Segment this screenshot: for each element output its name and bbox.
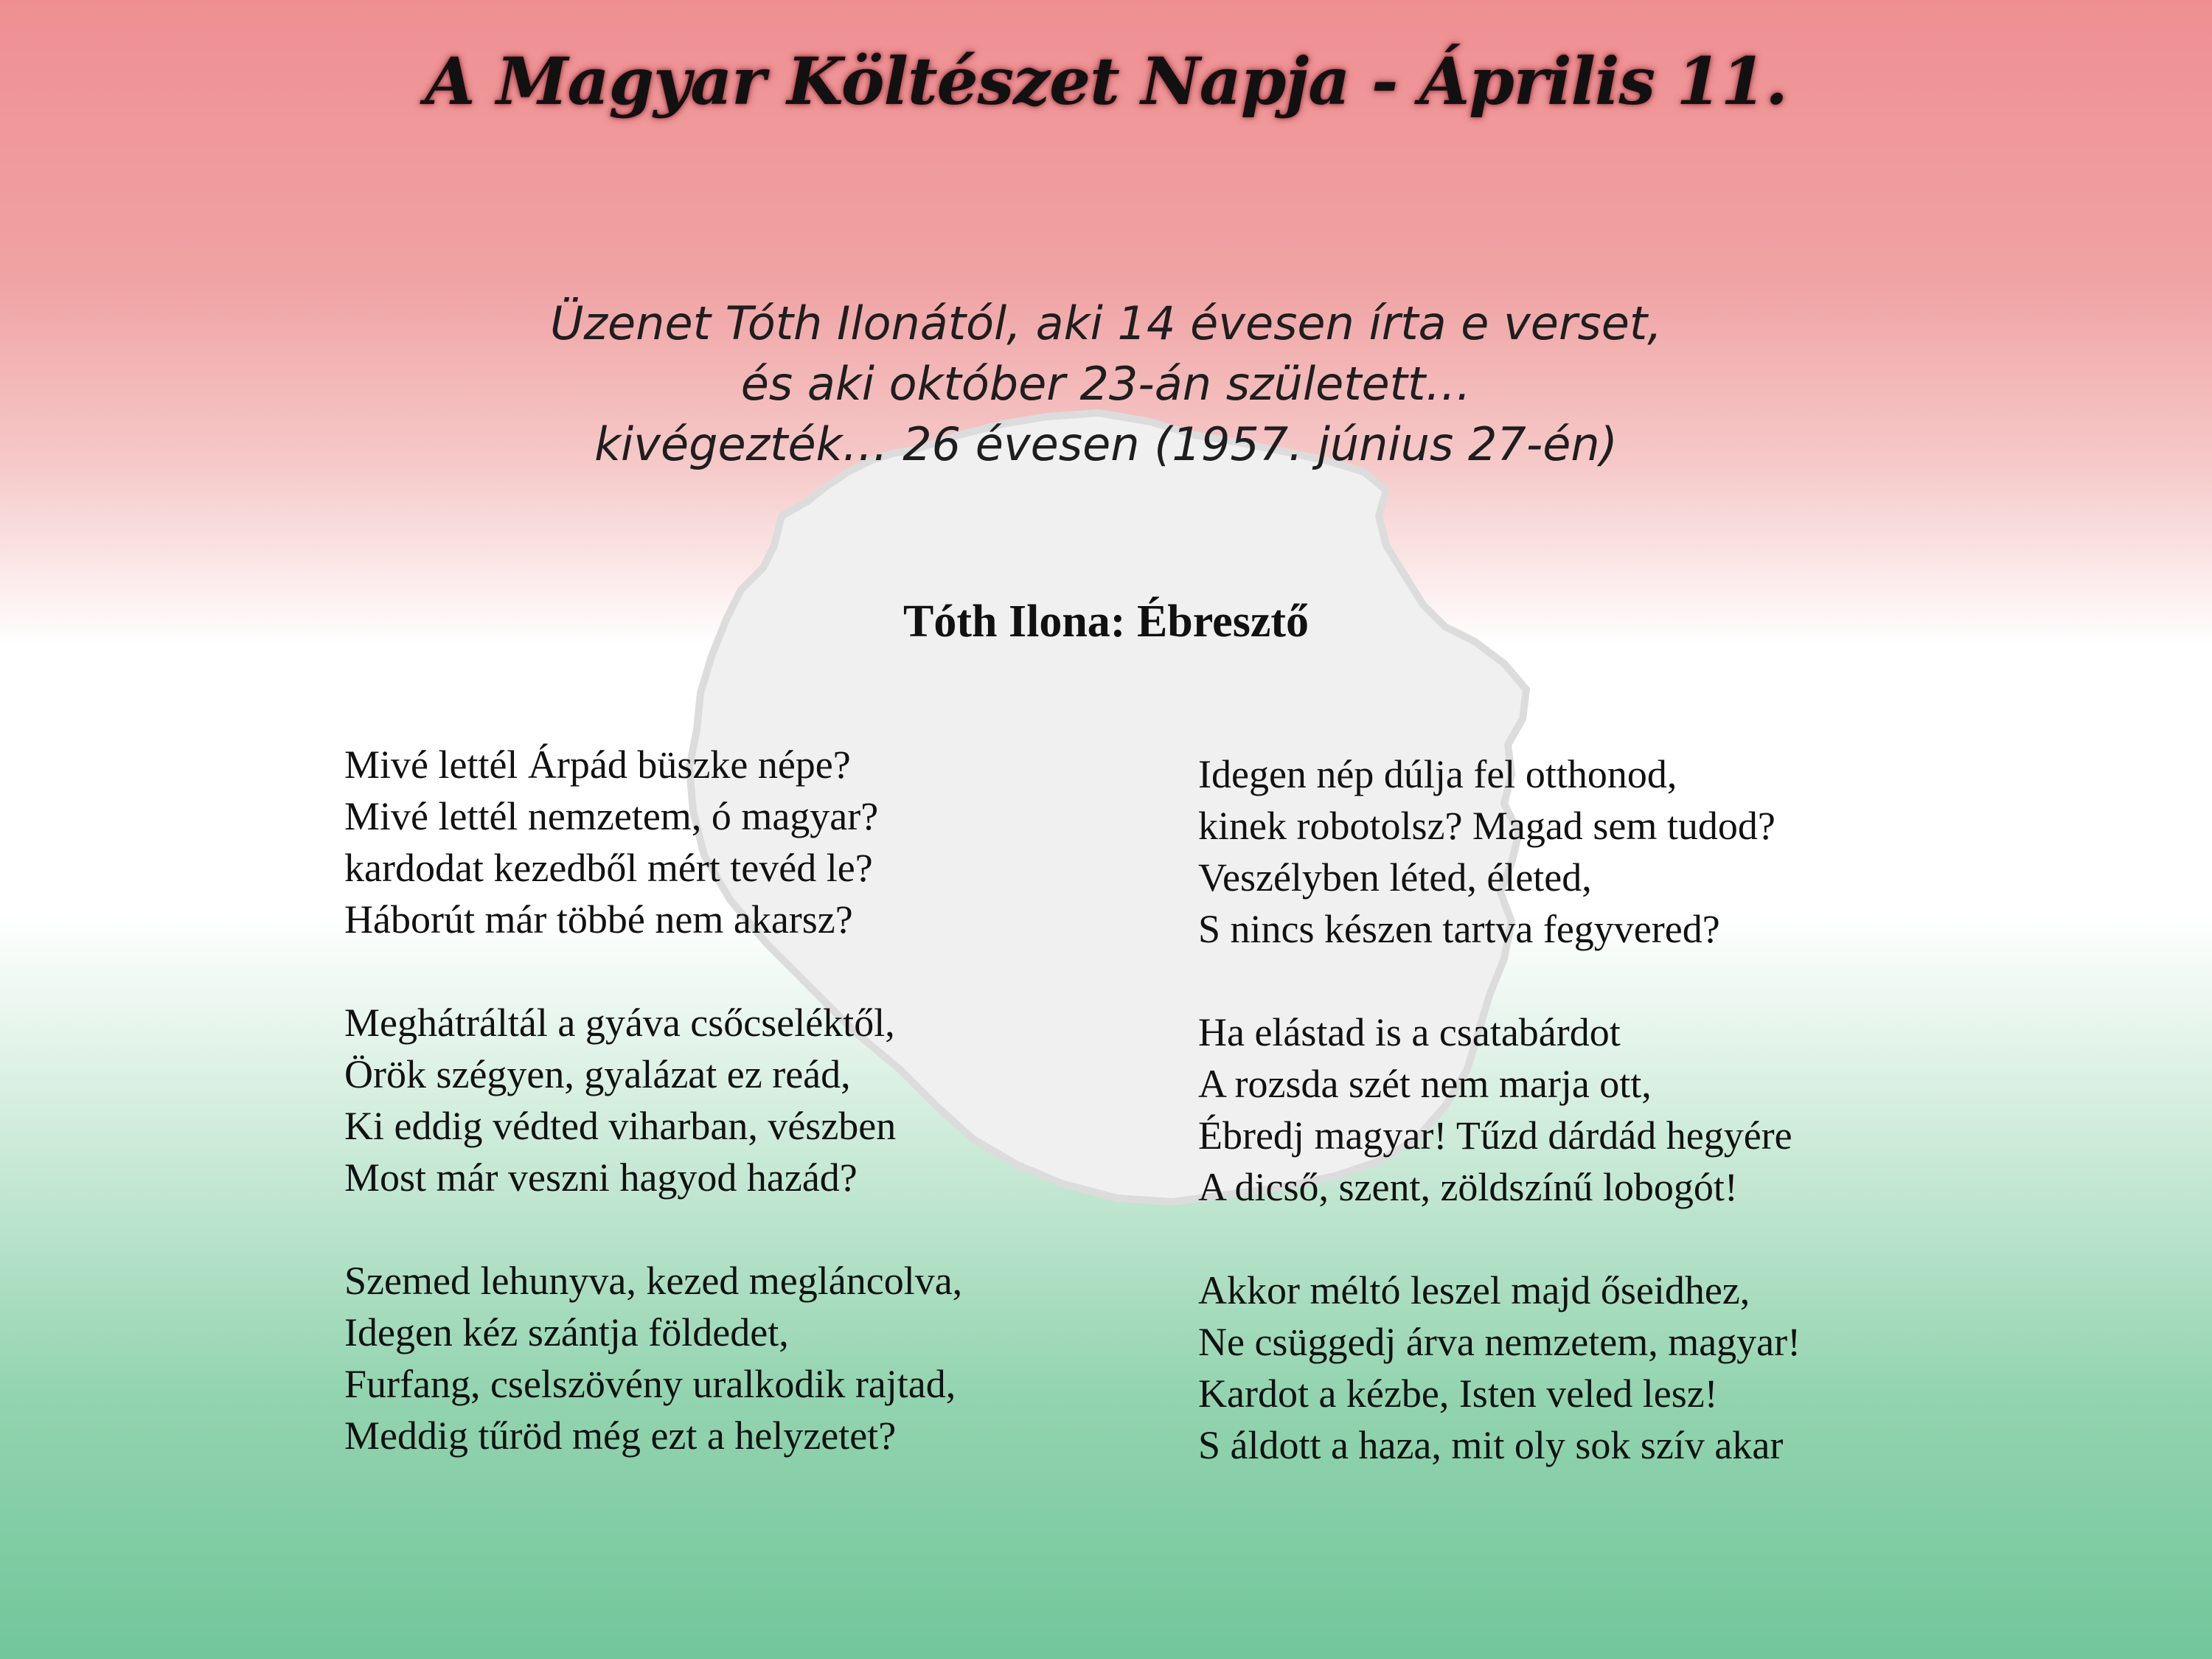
poem-line: kinek robotolsz? Magad sem tudod? (1198, 804, 1775, 848)
poem-line: Ne csüggedj árva nemzetem, magyar! (1198, 1320, 1801, 1364)
subtitle-line: és aki október 23-án született… (740, 357, 1472, 411)
poem-line: S áldott a haza, mit oly sok szív akar (1198, 1423, 1784, 1467)
poem-title: Tóth Ilona: Ébresztő (902, 597, 1309, 647)
poem-line: kardodat kezedből mért tevéd le? (344, 846, 873, 890)
poem-line: Furfang, cselszövény uralkodik rajtad, (344, 1362, 956, 1406)
poem-line: S nincs készen tartva fegyvered? (1198, 907, 1720, 951)
poem-line: Veszélyben léted, életed, (1198, 855, 1592, 900)
subtitle-line: Üzenet Tóth Ilonától, aki 14 évesen írta e verset, (550, 296, 1662, 350)
poem-line: Kardot a kézbe, Isten veled lesz! (1198, 1371, 1718, 1416)
stanza (344, 739, 962, 945)
stanza (1198, 1265, 1801, 1471)
poem-line: Ébredj magyar! Tűzd dárdád hegyére (1198, 1113, 1792, 1158)
poem-line: Ha elástad is a csatabárdot (1198, 1010, 1621, 1054)
stanza (1198, 748, 1801, 955)
poem-line: A dicső, szent, zöldszínű lobogót! (1198, 1165, 1738, 1209)
poem-line: Szemed lehunyva, kezed megláncolva, (344, 1259, 963, 1303)
poem-line: Mivé lettél Árpád büszke népe? (344, 742, 851, 787)
subtitle-message (0, 293, 2212, 475)
poem-line: Ki eddig védted viharban, vészben (344, 1104, 897, 1148)
poem-line: Meghátráltál a gyáva csőcseléktől, (344, 1001, 895, 1045)
poem-line: Örök szégyen, gyalázat ez reád, (344, 1052, 851, 1096)
poem-line: Meddig tűröd még ezt a helyzetet? (344, 1413, 897, 1458)
poem-line: Mivé lettél nemzetem, ó magyar? (344, 794, 879, 838)
page-title: A Magyar Költészet Napja - Április 11. (425, 43, 1787, 119)
stanza (344, 997, 962, 1203)
subtitle-line: kivégezték… 26 évesen (1957. június 27-én) (594, 417, 1618, 471)
poem-line: A rozsda szét nem marja ott, (1198, 1062, 1652, 1106)
poem-line: Háborút már többé nem akarsz? (344, 897, 853, 942)
poem-column-left (344, 739, 962, 1461)
poem-line: Most már veszni hagyod hazád? (344, 1155, 858, 1200)
poem-line: Akkor méltó leszel majd őseidhez, (1198, 1268, 1750, 1312)
poem-line: Idegen nép dúlja fel otthonod, (1198, 752, 1677, 796)
poem-column-right (1198, 748, 1801, 1471)
stanza (1198, 1006, 1801, 1213)
stanza (344, 1255, 962, 1461)
poem-line: Idegen kéz szántja földedet, (344, 1310, 789, 1354)
